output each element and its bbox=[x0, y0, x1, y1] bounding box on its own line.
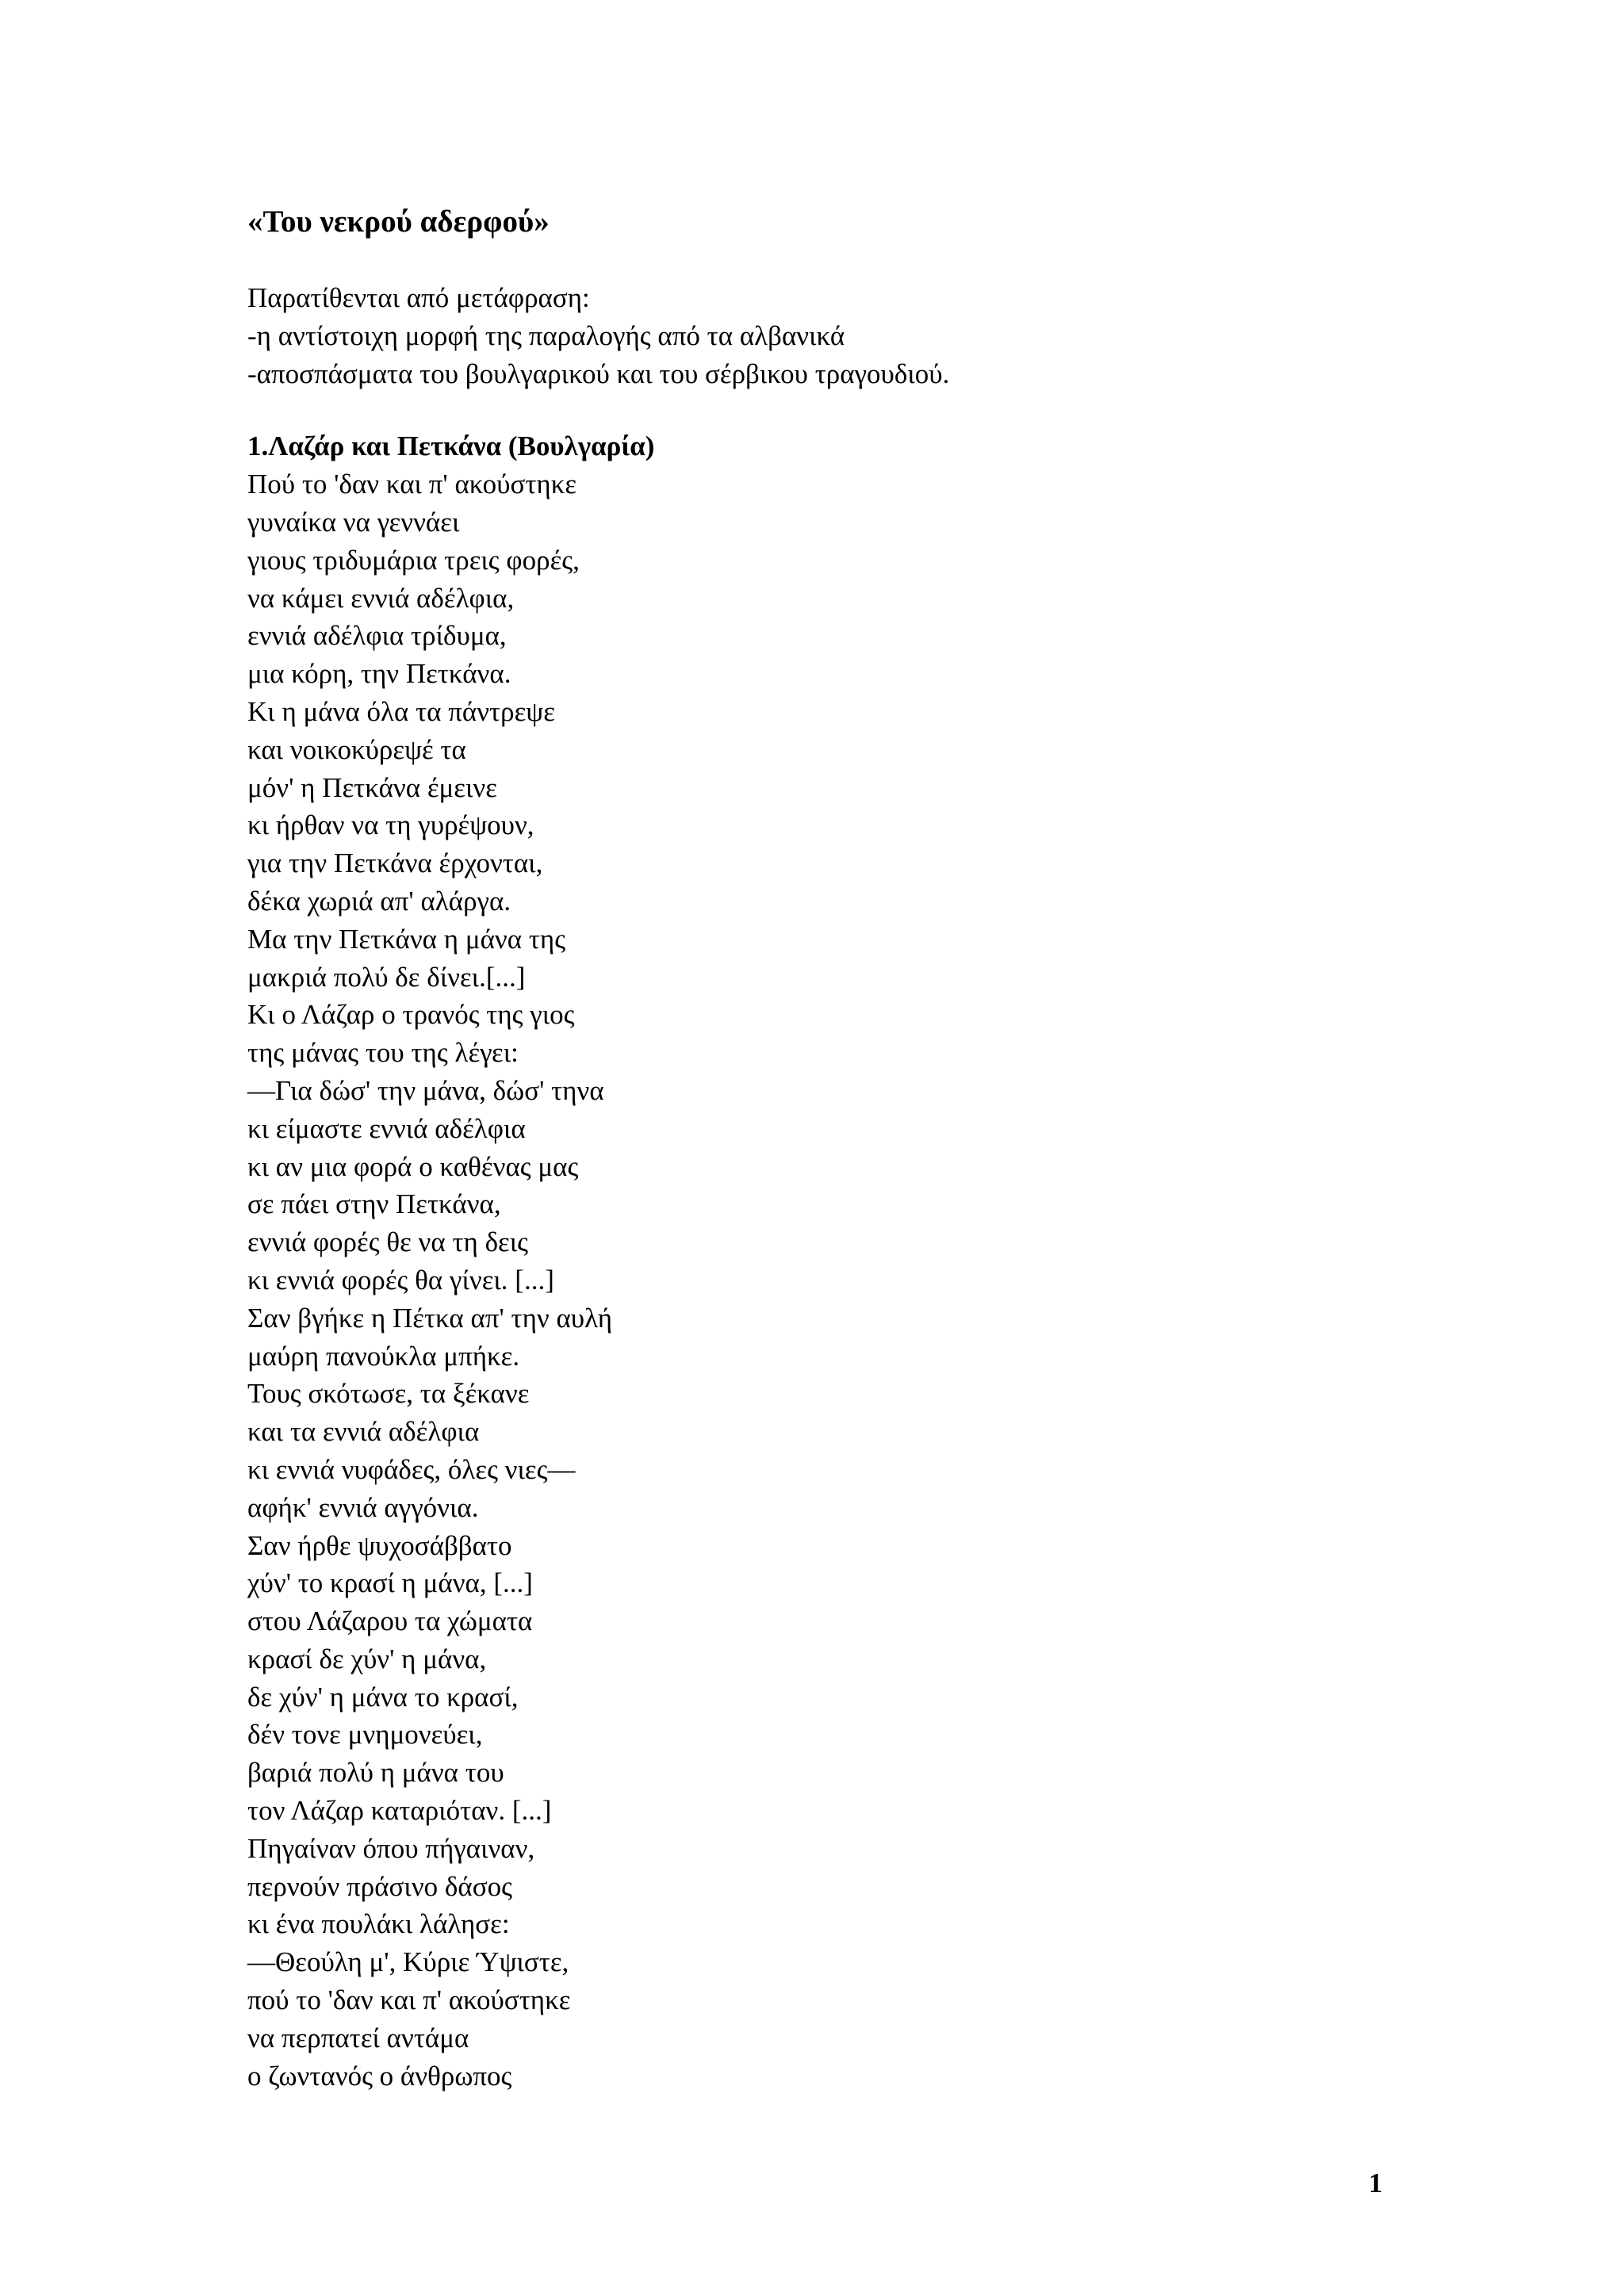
verse-line: σε πάει στην Πετκάνα, bbox=[247, 1188, 501, 1220]
verse-line: εννιά αδέλφια τρίδυμα, bbox=[247, 620, 507, 652]
verse-line: κι ένα πουλάκι λάλησε: bbox=[247, 1908, 510, 1940]
verse-line: Πηγαίναν όπου πήγαιναν, bbox=[247, 1832, 535, 1864]
verse-line: για την Πετκάνα έρχονται, bbox=[247, 848, 543, 879]
intro-line: -η αντίστοιχη μορφή της παραλογής από τα αλβανικά bbox=[247, 320, 845, 351]
verse-line: κι αν μια φορά ο καθένας μας bbox=[247, 1150, 579, 1182]
verse-line: μια κόρη, την Πετκάνα. bbox=[247, 658, 511, 690]
verse-line: περνούν πράσινο δάσος bbox=[247, 1870, 512, 1902]
verse-line: στου Λάζαρου τα χώματα bbox=[247, 1605, 533, 1637]
verse-line: Τους σκότωσε, τα ξέκανε bbox=[247, 1378, 530, 1410]
verse-line: να κάμει εννιά αδέλφια, bbox=[247, 582, 515, 614]
verse-line: μακριά πολύ δε δίνει.[...] bbox=[247, 961, 526, 993]
verse-line: κι ήρθαν να τη γυρέψουν, bbox=[247, 809, 534, 841]
intro-line: Παρατίθενται από μετάφραση: bbox=[247, 282, 590, 313]
intro-line: -αποσπάσματα του βουλγαρικού και του σέρβικου τραγουδιού. bbox=[247, 358, 950, 389]
page-number: 1 bbox=[1369, 2168, 1383, 2198]
verse-line: Σαν βγήκε η Πέτκα απ' την αυλή bbox=[247, 1302, 613, 1334]
verse-line: και τα εννιά αδέλφια bbox=[247, 1416, 480, 1448]
verse-line: και νοικοκύρεψέ τα bbox=[247, 733, 466, 765]
poem-verses bbox=[247, 465, 1437, 2095]
verse-line: ο ζωντανός ο άνθρωπος bbox=[247, 2060, 512, 2091]
verse-line: χύν' το κρασί η μάνα, [...] bbox=[247, 1567, 533, 1599]
verse-line: να περπατεί αντάμα bbox=[247, 2022, 469, 2053]
page-content bbox=[247, 203, 1437, 2095]
verse-line: Κι ο Λάζαρ ο τρανός της γιος bbox=[247, 999, 575, 1031]
verse-line: —Θεούλη μ', Κύριε Ύψιστε, bbox=[247, 1946, 569, 1978]
verse-line: βαριά πολύ η μάνα του bbox=[247, 1757, 504, 1789]
verse-line: Πού το 'δαν και π' ακούστηκε bbox=[247, 469, 577, 500]
verse-line: —Για δώσ' την μάνα, δώσ' τηνα bbox=[247, 1074, 604, 1106]
verse-line: Σαν ήρθε ψυχοσάββατο bbox=[247, 1529, 512, 1561]
verse-line: Κι η μάνα όλα τα πάντρεψε bbox=[247, 695, 555, 727]
document-title: «Του νεκρού αδερφού» bbox=[247, 205, 550, 239]
verse-line: γιους τριδυμάρια τρεις φορές, bbox=[247, 544, 580, 576]
verse-line: μαύρη πανούκλα μπήκε. bbox=[247, 1340, 520, 1372]
verse-line: γυναίκα να γεννάει bbox=[247, 506, 460, 538]
verse-line: μόν' η Πετκάνα έμεινε bbox=[247, 771, 497, 803]
verse-line: κι είμαστε εννιά αδέλφια bbox=[247, 1112, 526, 1144]
verse-line: τον Λάζαρ καταριόταν. [...] bbox=[247, 1795, 552, 1827]
verse-line: δε χύν' η μάνα το κρασί, bbox=[247, 1681, 519, 1712]
intro-block bbox=[247, 279, 1437, 392]
verse-line: κρασί δε χύν' η μάνα, bbox=[247, 1643, 487, 1674]
verse-line: δέκα χωριά απ' αλάργα. bbox=[247, 885, 511, 916]
verse-line: της μάνας του της λέγει: bbox=[247, 1037, 519, 1069]
verse-line: δέν τονε μνημονεύει, bbox=[247, 1719, 483, 1751]
verse-line: κι εννιά νυφάδες, όλες νιες— bbox=[247, 1453, 576, 1485]
verse-line: Μα την Πετκάνα η μάνα της bbox=[247, 923, 566, 955]
verse-line: πού το 'δαν και π' ακούστηκε bbox=[247, 1984, 571, 2016]
verse-line: αφήκ' εννιά αγγόνια. bbox=[247, 1491, 479, 1523]
verse-line: κι εννιά φορές θα γίνει. [...] bbox=[247, 1264, 554, 1295]
verse-line: εννιά φορές θε να τη δεις bbox=[247, 1226, 529, 1258]
section-heading: 1.Λαζάρ και Πετκάνα (Βουλγαρία) bbox=[247, 430, 655, 462]
